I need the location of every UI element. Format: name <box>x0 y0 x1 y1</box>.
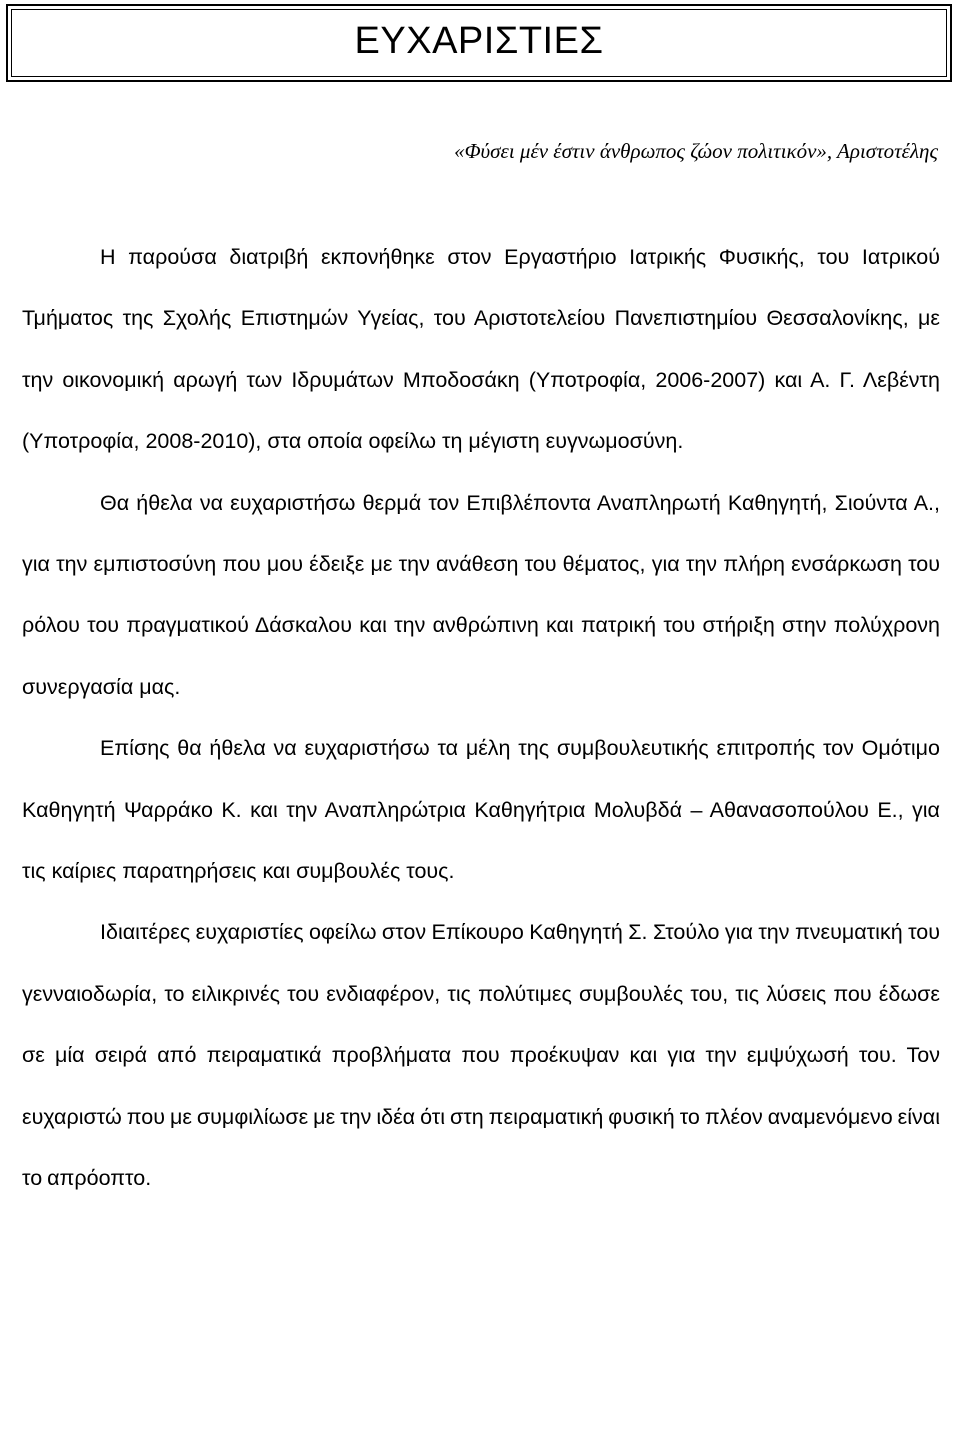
paragraph-assistant-professor: Ιδιαιτέρες ευχαριστίες οφείλω στον Επίκουρο Καθηγητή Σ. Στούλο για την πνευματική του γενναιοδωρία, το ειλικρινές του ενδιαφέρον, τις πολύτιμες συμβουλές του, τις λύσεις που έδωσε σε μία σειρά από πειραματικά προβλήματα που προέκυψαν και για την εμψύχωσή του. Τον ευχαριστώ που με συμφιλίωσε με την ιδέα ότι στη πειραματική φυσική το πλέον αναμενόμενο είναι το απρόοπτο. <box>22 920 940 1191</box>
paragraph-funding: Η παρούσα διατριβή εκπονήθηκε στον Εργαστήριο Ιατρικής Φυσικής, του Ιατρικού Τμήματος της Σχολής Επιστημών Υγείας, του Αριστοτελείου Πανεπιστημίου Θεσσαλονίκης, με την οικονομική αρωγή των Ιδρυμάτων Μποδοσάκη (Υποτροφία, 2006-2007) και Α. Γ. Λεβέντη (Υποτροφία, 2008-2010), στα οποία οφείλω τη μέγιστη ευγνωμοσύνη. <box>22 245 940 454</box>
acknowledgements-body <box>22 227 940 1210</box>
paragraph-supervisor: Θα ήθελα να ευχαριστήσω θερμά τον Επιβλέποντα Αναπληρωτή Καθηγητή, Σιούντα Α., για την εμπιστοσύνη που μου έδειξε με την ανάθεση του θέματος, για την πλήρη ενσάρκωση του ρόλου του πραγματικού Δάσκαλου και την ανθρώπινη και πατρική του στήριξη στην πολύχρονη συνεργασία μας. <box>22 490 940 699</box>
paragraph-committee: Επίσης θα ήθελα να ευχαριστήσω τα μέλη της συμβουλευτικής επιτροπής τον Ομότιμο Καθηγητή Ψαρράκο Κ. και την Αναπληρώτρια Καθηγήτρια Μολυβδά – Αθανασοπούλου Ε., για τις καίριες παρατηρήσεις και συμβουλές τους. <box>22 736 940 884</box>
page-title: ΕΥΧΑΡΙΣΤΙΕΣ <box>354 20 604 62</box>
epigraph: «Φύσει μέν έστιν άνθρωπος ζώον πολιτικόν», Αριστοτέλης <box>454 139 938 163</box>
title-box <box>6 4 952 82</box>
